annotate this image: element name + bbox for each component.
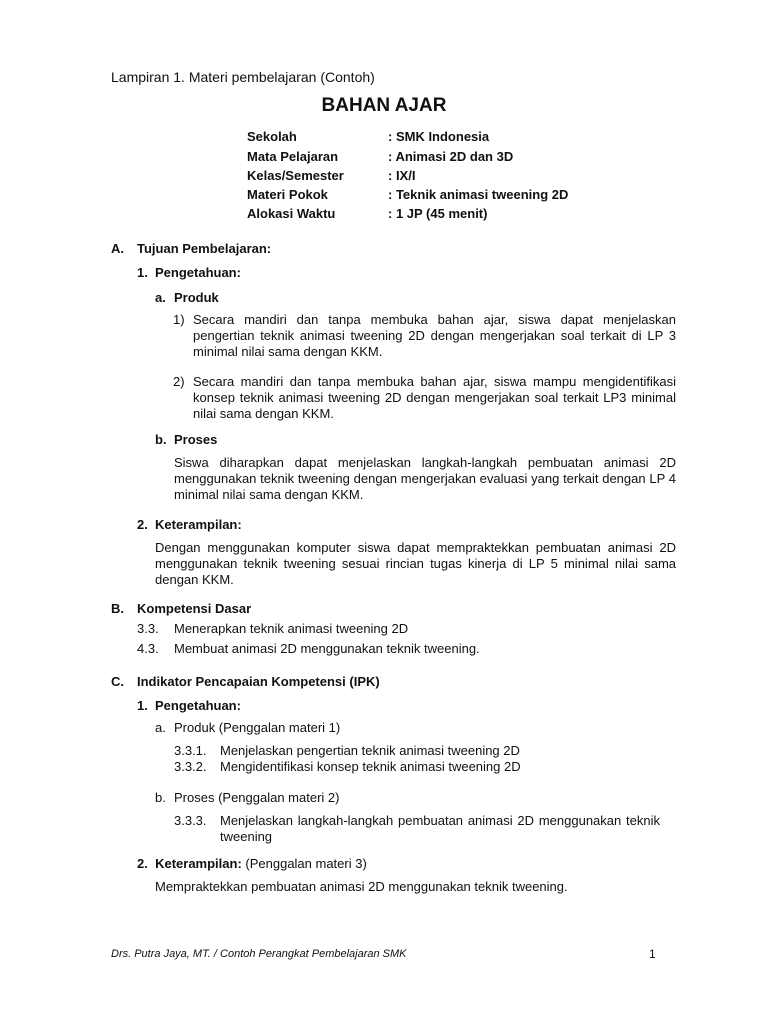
kd-text: Membuat animasi 2D menggunakan teknik tweening. [174,641,480,656]
meta-row-mapel [247,149,513,164]
meta-key: Mata Pelajaran [247,149,339,164]
c1-num: 1. [137,698,148,713]
c1b-letter: b. [155,790,166,805]
a1a-item1-text: Secara mandiri dan tanpa membuka bahan ajar, siswa dapat menjelaskan pengertian teknik animasi tweening 2D dengan mengerjakan soal terkait di LP 3 minimal nilai sama dengan KKM. [193,312,676,359]
meta-value: : 1 JP (45 menit) [388,206,488,221]
page-title: BAHAN AJAR [321,95,447,116]
section-a-title: Tujuan Pembelajaran: [137,241,272,256]
c2-note: (Penggalan materi 3) [241,856,367,871]
meta-key: Alokasi Waktu [247,206,336,221]
meta-value: : Animasi 2D dan 3D [388,149,514,164]
c2-num: 2. [137,856,148,871]
c2-text: Mempraktekkan pembuatan animasi 2D menggunakan teknik tweening. [155,879,568,894]
section-c-title: Indikator Pencapaian Kompetensi (IPK) [137,674,380,689]
meta-value: : Teknik animasi tweening 2D [388,187,569,202]
section-b-label: B. [111,601,124,616]
c1b-title: Proses (Penggalan materi 2) [174,790,340,805]
a1a-letter: a. [155,290,166,305]
ipk-num: 3.3.2. [174,759,207,774]
section-a-label: A. [111,241,124,256]
section-c-label: C. [111,674,124,689]
appendix-label: Lampiran 1. Materi pembelajaran (Contoh) [111,69,375,85]
a1-num: 1. [137,265,148,280]
section-b-title: Kompetensi Dasar [137,601,252,616]
c1a-letter: a. [155,720,166,735]
meta-row-materi [247,187,568,202]
c2-title: Keterampilan: [155,856,242,871]
a1a-title: Produk [174,290,219,305]
meta-value: : SMK Indonesia [388,129,490,144]
a2-num: 2. [137,517,148,532]
meta-key: Sekolah [247,129,297,144]
ipk-text: Menjelaskan pengertian teknik animasi tweening 2D [220,743,520,758]
a2-title: Keterampilan: [155,517,242,532]
a1a-item2-text: Secara mandiri dan tanpa membuka bahan ajar, siswa mampu mengidentifikasi konsep teknik animasi tweening 2D dengan mengerjakan soal terkait LP3 minimal nilai sama dengan KKM. [193,374,676,421]
meta-row-kelas [247,168,415,183]
kd-text: Menerapkan teknik animasi tweening 2D [174,621,409,636]
c1-title: Pengetahuan: [155,698,241,713]
ipk-text: Menjelaskan langkah-langkah pembuatan animasi 2D menggunakan teknik tweening [220,813,660,844]
a1b-title: Proses [174,432,218,447]
a1b-text: Siswa diharapkan dapat menjelaskan langkah-langkah pembuatan animasi 2D menggunakan teknik tweening dengan mengerjakan evaluasi yang terkait dengan LP 4 minimal nilai sama dengan KKM. [174,455,676,502]
a1b-letter: b. [155,432,167,447]
meta-key: Materi Pokok [247,187,328,202]
a1a-item1-num: 1) [173,312,185,327]
meta-value: : IX/I [388,168,416,183]
ipk-num: 3.3.1. [174,743,207,758]
kd-num: 3.3. [137,621,159,636]
meta-key: Kelas/Semester [247,168,344,183]
c2-line [137,856,367,871]
page-number: 1 [649,947,656,961]
meta-row-sekolah [247,129,489,144]
c1a-title: Produk (Penggalan materi 1) [174,720,341,735]
meta-row-alokasi [247,206,487,221]
a1a-item2-num: 2) [173,374,185,389]
footer-author: Drs. Putra Jaya, MT. / Contoh Perangkat Pembelajaran SMK [111,948,407,960]
kd-num: 4.3. [137,641,159,656]
ipk-text: Mengidentifikasi konsep teknik animasi tweening 2D [220,759,521,774]
ipk-num: 3.3.3. [174,813,207,828]
a1-title: Pengetahuan: [155,265,241,280]
a2-text: Dengan menggunakan komputer siswa dapat mempraktekkan pembuatan animasi 2D menggunakan teknik tweening sesuai rincian tugas kinerja di LP 5 minimal nilai sama dengan KKM. [155,540,676,587]
